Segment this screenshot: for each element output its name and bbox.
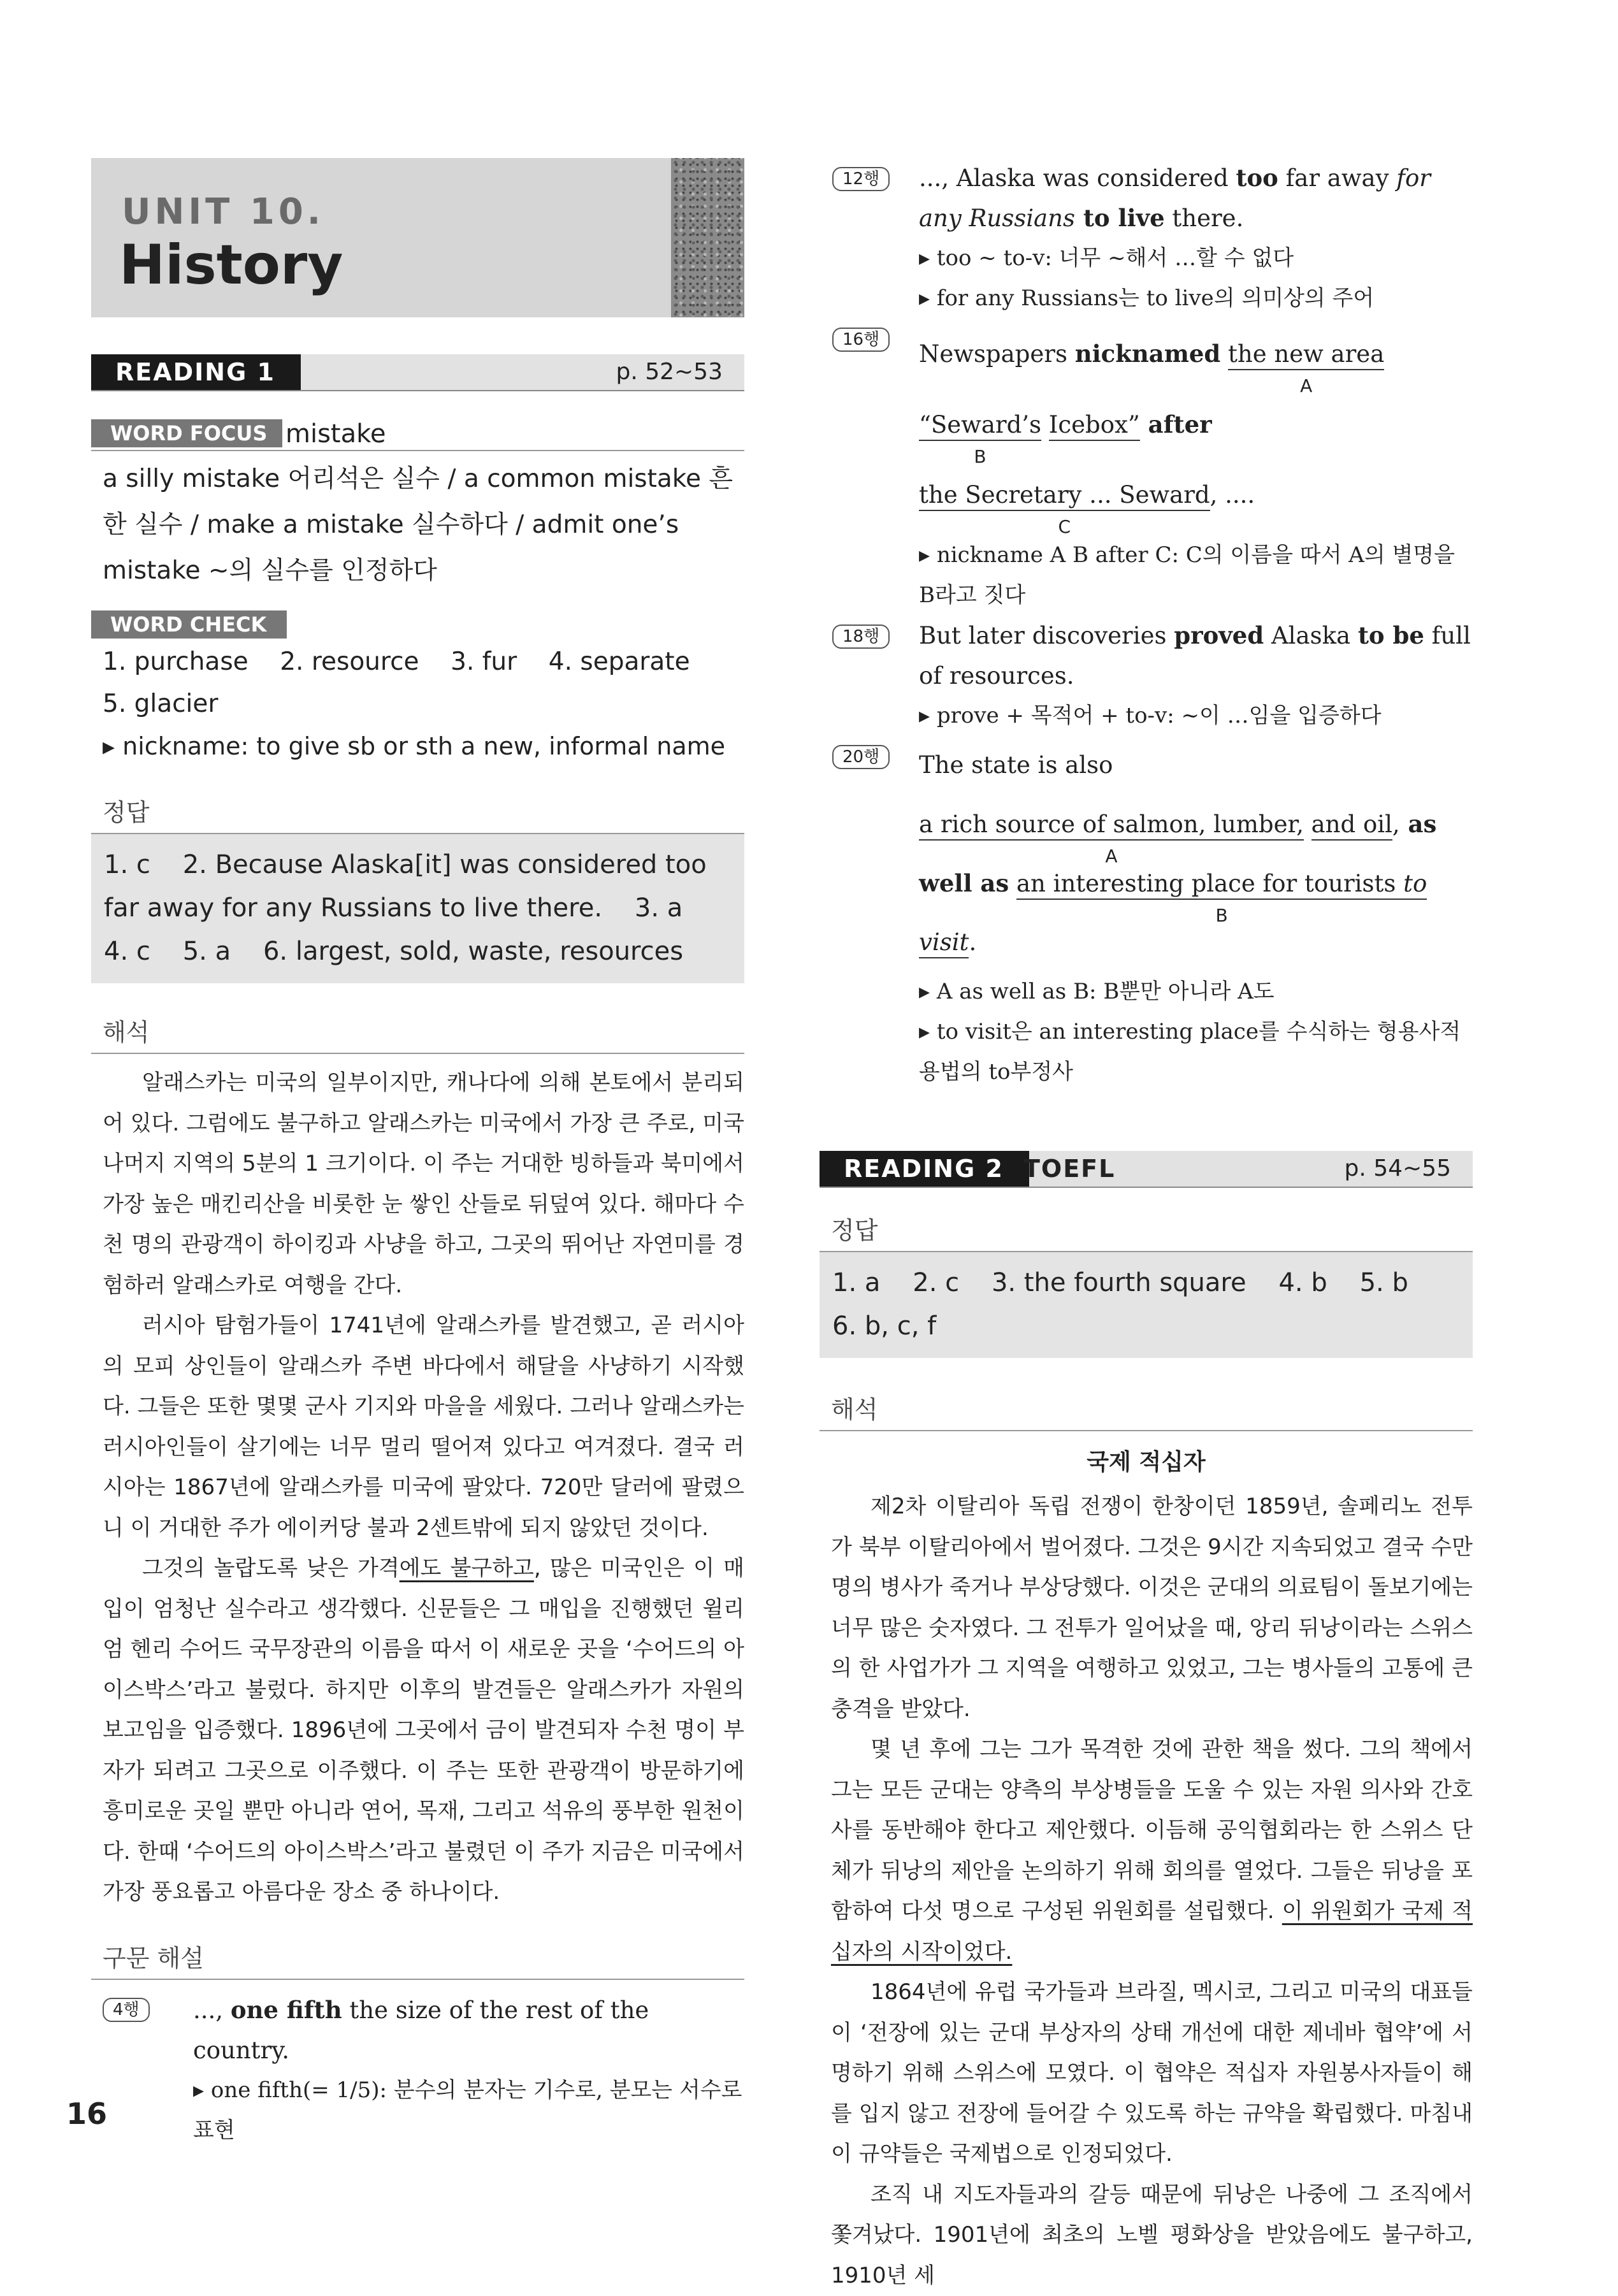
grammar-item-16: 16행 Newspapers nicknamed the new area A “Seward’s B Icebox” after the Secretary ... Seward C , .... ▸ nickname A B after C: C의 이름을 따서 A의 별명을 B라고 짓다	[820, 319, 1473, 616]
grammar-item-12: 12행 ..., Alaska was considered too far away for any Russians to live there. ▸ too ~ to-v: 너무 ~해서 …할 수 없다 ▸ for any Russians는 to live의 의미상의 주어	[820, 158, 1473, 319]
segment-c: the Secretary ... Seward C	[919, 480, 1210, 511]
segment-a-cont: and oil	[1311, 810, 1392, 841]
grammar-note: ▸ prove + 목적어 + to-v: ~이 …임을 입증하다	[919, 696, 1473, 736]
line-tag: 12행	[832, 167, 890, 191]
grammar-note: ▸ one fifth(= 1/5): 분수의 분자는 기수로, 분모는 서수로 표현	[193, 2070, 744, 2151]
word-focus-text: a silly mistake 어리석은 실수 / a common mistake 흔한 실수 / make a mistake 실수하다 / admit one’s mistake ~의 실수를 인정하다	[91, 456, 744, 594]
word-check-note: ▸ nickname: to give sb or sth a new, informal name	[91, 725, 744, 767]
line-tag: 20행	[832, 745, 890, 769]
left-column	[91, 158, 744, 2151]
word-check-line1: 1. purchase 2. resource 3. fur 4. separate	[91, 641, 744, 683]
line-tag: 16행	[832, 328, 890, 352]
reading1-label: READING 1	[91, 354, 301, 390]
grammar-note: ▸ nickname A B after C: C의 이름을 따서 A의 별명을 B라고 짓다	[919, 535, 1473, 616]
reading1-answer-box: 1. c 2. Because Alaska[it] was considered too far away for any Russians to live there. 3. a 4. c 5. a 6. largest, sold, waste, resources	[91, 834, 744, 983]
segment-b-cont: visit	[919, 928, 969, 958]
reading2-header	[820, 1151, 1473, 1188]
word-focus-word: mistake	[285, 418, 386, 450]
reading1-translation-head: 해석	[91, 1013, 744, 1054]
reading2-translation-head: 해석	[820, 1390, 1473, 1431]
reading2-answer-head: 정답	[820, 1211, 1473, 1252]
word-check-tag: WORD CHECK	[91, 610, 287, 639]
reading1-header	[91, 354, 744, 391]
translation-paragraph: 제2차 이탈리아 독립 전쟁이 한창이던 1859년, 솔페리노 전투가 북부 이탈리아에서 벌어졌다. 그것은 9시간 지속되었고 결국 수만 명의 병사가 죽거나 부상당했다. 이것은 군대의 의료팀이 돌보기에는 너무 많은 숫자였다. 그 전투가 일어났을 때, 앙리 뒤낭이라는 스위스의 한 사업가가 그 지역을 여행하고 있었고, 그는 병사들의 고통에 큰 충격을 받았다.	[831, 1487, 1473, 1729]
underlined-phrase: 에도 불구하고	[400, 1556, 534, 1581]
unit-label: UNIT 10.	[122, 191, 324, 233]
segment-a: a rich source of salmon, lumber, A	[919, 810, 1304, 841]
grammar-item-18: 18행 But later discoveries proved Alaska to be full of resources. ▸ prove + 목적어 + to-v: ~이 …임을 입증하다	[820, 616, 1473, 736]
segment-b-cont: Icebox”	[1049, 410, 1140, 441]
answer-line: 6. b, c, f	[832, 1304, 1460, 1348]
translation-paragraph: 조직 내 지도자들과의 갈등 때문에 뒤낭은 나중에 그 조직에서 쫓겨났다. 1901년에 최초의 노벨 평화상을 받았음에도 불구하고, 1910년 세	[831, 2175, 1473, 2296]
reading1-answer-head: 정답	[91, 793, 744, 834]
grammar-item-20: 20행 The state is also a rich source of salmon, lumber, A and oil, as well as an interesting place for tourists to B visit. ▸ A as well as B: B뿐만 아니라 A도 ▸ to visit은 an interesting place를 수식하는 형용사적 용법의 to부정사	[820, 736, 1473, 1092]
translation-paragraph: 러시아 탐험가들이 1741년에 알래스카를 발견했고, 곧 러시아의 모피 상인들이 알래스카 주변 바다에서 해달을 사냥하기 시작했다. 그들은 또한 몇몇 군사 기지와 마을을 세웠다. 그러나 알래스카는 러시아인들이 살기에는 너무 멀리 떨어져 있다고 여겨졌다. 결국 러시아는 1867년에 알래스카를 미국에 팔았다. 720만 달러에 팔렸으니 이 거대한 주가 에이커당 불과 2센트밖에 되지 않았던 것이다.	[103, 1306, 744, 1549]
grammar-head: 구문 해설	[91, 1939, 744, 1980]
texture-strip	[671, 158, 744, 317]
unit-title: History	[119, 233, 343, 297]
word-check-row	[91, 610, 744, 639]
grammar-note: ▸ A as well as B: B뿐만 아니라 A도	[919, 972, 1473, 1012]
right-column	[820, 158, 1473, 2296]
segment-a: the new area A	[1228, 340, 1384, 370]
translation-paragraph: 몇 년 후에 그는 그가 목격한 것에 관한 책을 썼다. 그의 책에서 그는 모든 군대는 양측의 부상병들을 도울 수 있는 자원 의사와 간호사를 동반해야 한다고 제안했다. 이듬해 공익협회라는 한 스위스 단체가 뒤낭의 제안을 논의하기 위해 회의를 열었다. 그들은 뒤낭을 포함하여 다섯 명으로 구성된 위원회를 설립했다. 이 위원회가 국제 적십자의 시작이었다.	[831, 1729, 1473, 1972]
translation-paragraph: 그것의 놀랍도록 낮은 가격에도 불구하고, 많은 미국인은 이 매입이 엄청난 실수라고 생각했다. 신문들은 그 매입을 진행했던 윌리엄 헨리 수어드 국무장관의 이름을 따서 이 새로운 곳을 ‘수어드의 아이스박스’라고 불렀다. 하지만 이후의 발견들은 알래스카가 자원의 보고임을 입증했다. 1896년에 그곳에서 금이 발견되자 수천 명이 부자가 되려고 그곳으로 이주했다. 이 주는 또한 관광객이 방문하기에 흥미로운 곳일 뿐만 아니라 연어, 목재, 그리고 석유의 풍부한 원천이다. 한때 ‘수어드의 아이스박스’라고 불렸던 이 주가 지금은 미국에서 가장 풍요롭고 아름다운 장소 중 하나이다.	[103, 1549, 744, 1913]
translation-paragraph: 알래스카는 미국의 일부이지만, 캐나다에 의해 본토에서 분리되어 있다. 그럼에도 불구하고 알래스카는 미국에서 가장 큰 주로, 미국 나머지 지역의 5분의 1 크기이다. 이 주는 거대한 빙하들과 북미에서 가장 높은 매킨리산을 비롯한 눈 쌓인 산들로 뒤덮여 있다. 해마다 수천 명의 관광객이 하이킹과 사냥을 하고, 그곳의 뛰어난 자연미를 경험하러 알래스카로 여행을 간다.	[103, 1063, 744, 1306]
translation-title: 국제 적십자	[820, 1444, 1473, 1477]
reading1-translation	[91, 1063, 744, 1913]
reading2-translation	[820, 1487, 1473, 2296]
reading2-answer-box	[820, 1252, 1473, 1358]
grammar-note: ▸ to visit은 an interesting place를 수식하는 형용사적 용법의 to부정사	[919, 1012, 1473, 1092]
answer-line: 1. a 2. c 3. the fourth square 4. b 5. b	[832, 1261, 1460, 1304]
underlined-phrase: 이 위원회가 국제 적십자의 시작이었다.	[831, 1898, 1473, 1965]
grammar-note: ▸ too ~ to-v: 너무 ~해서 …할 수 없다	[919, 238, 1473, 278]
segment-b: an interesting place for tourists to B	[1016, 869, 1427, 900]
word-check-line2: 5. glacier	[91, 683, 744, 725]
word-focus-row	[91, 418, 744, 451]
reading2-label: READING 2	[820, 1151, 1029, 1187]
segment-b: “Seward’s B	[919, 410, 1041, 441]
reading1-pages: p. 52~53	[616, 354, 723, 390]
word-focus-tag: WORD FOCUS	[91, 419, 282, 447]
page-number: 16	[66, 2097, 107, 2131]
reading2-pages: p. 54~55	[1344, 1151, 1451, 1187]
unit-header	[91, 158, 744, 317]
line-tag: 18행	[832, 625, 890, 649]
translation-paragraph: 1864년에 유럽 국가들과 브라질, 멕시코, 그리고 미국의 대표들이 ‘전장에 있는 군대 부상자의 상태 개선에 대한 제네바 협약’에 서명하기 위해 스위스에 모였다. 이 협약은 적십자 자원봉사자들이 해를 입지 않고 전장에 들어갈 수 있도록 하는 규약을 확립했다. 마침내 이 규약들은 국제법으로 인정되었다.	[831, 1972, 1473, 2175]
line-tag: 4행	[103, 1998, 150, 2022]
grammar-note: ▸ for any Russians는 to live의 의미상의 주어	[919, 278, 1473, 319]
reading2-tag: TOEFL	[1023, 1151, 1115, 1187]
grammar-item: 4행 ..., one fifth the size of the rest of the country. ▸ one fifth(= 1/5): 분수의 분자는 기수로, 분모는 서수로 표현	[91, 1990, 744, 2151]
